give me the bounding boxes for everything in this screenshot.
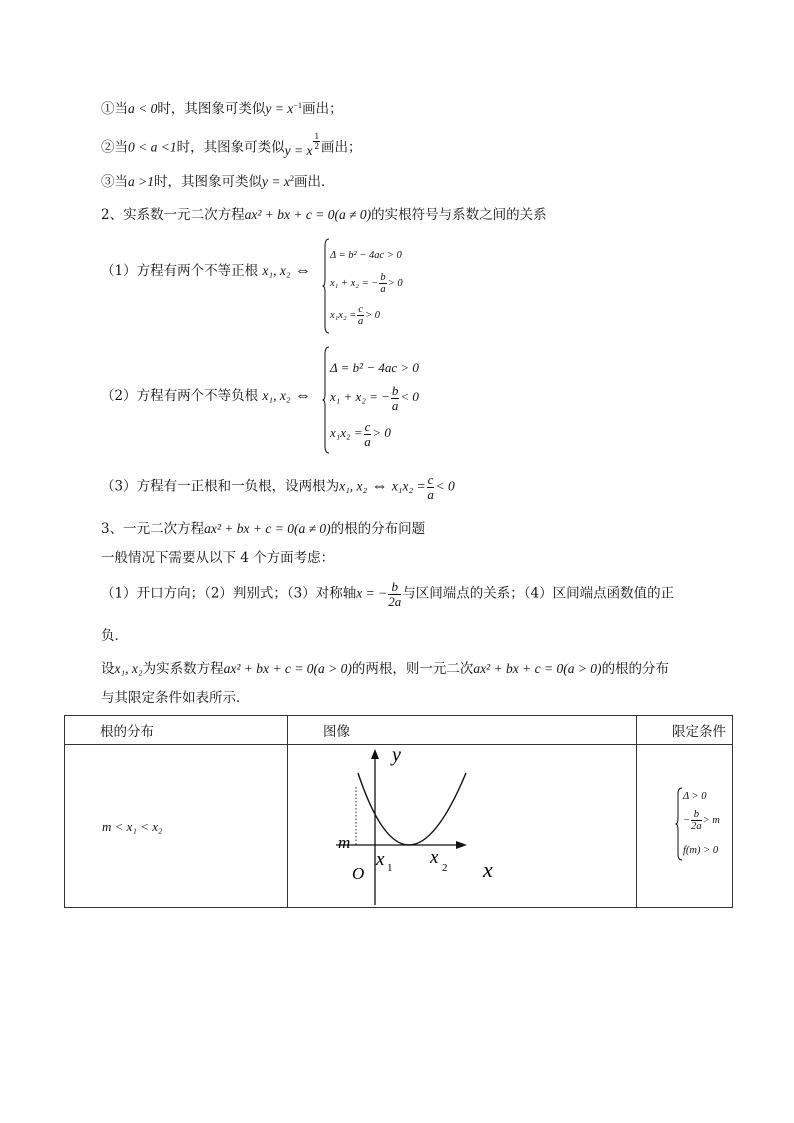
header-graph: 图像 bbox=[288, 716, 637, 745]
condition-product: x₁x₂ = $\frac{c}{a}$ > 0 bbox=[330, 304, 380, 328]
x1-subscript: 1 bbox=[387, 862, 393, 874]
x2-subscript: 2 bbox=[442, 862, 448, 874]
root-distribution-table bbox=[64, 715, 733, 908]
case-1-label: （1）方程有两个不等正根 x₁, x₂ ⇔ bbox=[101, 262, 311, 279]
table-condition-fm: f(m) > 0 bbox=[683, 845, 719, 856]
section-3-paragraph: 设x₁, x₂为实系数方程ax² + bx + c = 0(a > 0)的两根，则一元二次ax² + bx + c = 0(a > 0)的根的分布 bbox=[101, 661, 670, 677]
section-3-heading: 3、一元二次方程ax² + bx + c = 0(a ≠ 0)的根的分布问题 bbox=[101, 521, 426, 537]
table-condition-delta: Δ > 0 bbox=[683, 791, 707, 802]
section-3-aspects-cont: 负． bbox=[101, 628, 128, 644]
origin-label: O bbox=[352, 864, 365, 883]
distribution-value: m < x₁ < x₂ bbox=[102, 819, 163, 834]
condition-delta: Δ = b² − 4ac > 0 bbox=[330, 360, 419, 375]
table-header-row bbox=[65, 716, 733, 745]
item-case-3: ③当a >1时，其图象可类似$y = x^2$画出． bbox=[101, 174, 335, 190]
item-case-2: ②当0 < a <1时，其图象可类似y = x $\frac{1}{2}$ 画出； bbox=[101, 131, 362, 159]
case-2-label: （2）方程有两个不等负根 x₁, x₂ ⇔ bbox=[101, 387, 311, 404]
section-3-intro: 一般情况下需要从以下 4 个方面考虑： bbox=[101, 550, 335, 566]
header-conditions: 限定条件 bbox=[637, 716, 733, 745]
parabola-graph bbox=[288, 745, 601, 908]
section-3-paragraph-cont: 与其限定条件如表所示． bbox=[101, 690, 250, 706]
x-axis-label: x bbox=[483, 857, 493, 882]
condition-sum: x₁ + x₂ = − $\frac{b}{a}$ > 0 bbox=[330, 272, 403, 296]
condition-product: x₁x₂ = $\frac{c}{a}$ > 0 bbox=[330, 419, 391, 449]
y-axis-label: y bbox=[392, 745, 401, 766]
section-3-aspects: （1）开口方向；（2）判别式；（3）对称轴x = − $\frac{b}{2a}$ 与区间端点的关系；（4）区间端点函数值的正 bbox=[101, 579, 675, 609]
cell-graph bbox=[288, 745, 637, 908]
table-conditions bbox=[675, 787, 775, 861]
x1-label: x bbox=[376, 849, 385, 870]
section-2-heading: 2、实系数一元二次方程ax² + bx + c = 0(a ≠ 0)的实根符号与系数之间的关系 bbox=[101, 207, 547, 223]
left-brace-icon bbox=[322, 238, 330, 334]
item-case-1: ①当a < 0时，其图象可类似$y = x^{-1}$画出； bbox=[101, 101, 343, 117]
case-1-conditions bbox=[322, 238, 442, 334]
x2-label: x bbox=[430, 847, 439, 868]
header-distribution: 根的分布 bbox=[65, 716, 288, 745]
case-3-label: （3）方程有一正根和一负根，设两根为x₁, x₂ ⇔ x₁x₂ = $\frac{c}{a}$ < 0 bbox=[101, 472, 455, 502]
m-label: m bbox=[338, 833, 351, 852]
left-brace-icon bbox=[675, 787, 683, 861]
cell-distribution bbox=[65, 745, 288, 908]
case-2-conditions bbox=[322, 346, 462, 454]
table-condition-axis: − $\frac{b}{2a}$ > m bbox=[683, 809, 720, 833]
left-brace-icon bbox=[322, 346, 330, 454]
cell-conditions bbox=[637, 745, 733, 908]
condition-sum: x₁ + x₂ = − $\frac{b}{a}$ < 0 bbox=[330, 383, 419, 413]
condition-delta: Δ = b² − 4ac > 0 bbox=[330, 250, 402, 261]
table-row bbox=[65, 745, 733, 908]
